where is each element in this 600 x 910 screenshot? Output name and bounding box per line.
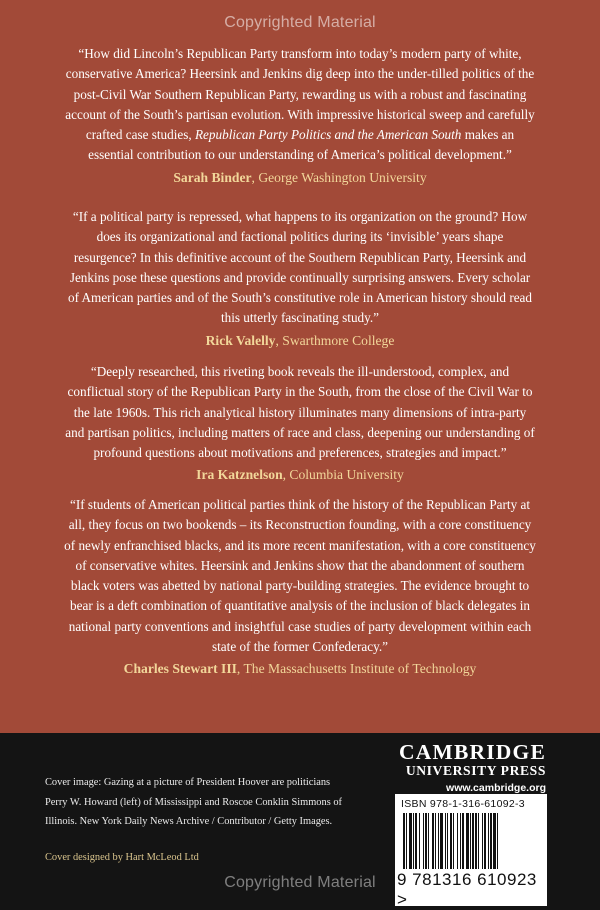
publisher-name: CAMBRIDGE [399, 740, 546, 764]
endorsement-quote: “If students of American political parties think of the history of the Republican Party at all, they focus on two bookends – its Reconstruction founding, with a core constituency of newly enfranchised blacks, and its more recent manifestation, with a core constituency of conservative whites. Heersink and Jenkins show that the abandonment of southern black voters was abetted by national party-building strategies. The evidence brought to bear is a deft combination of quantitative analysis of the inclusion of black delegates in national party conventions and insightful case studies of party development within each state of the former Confederacy.” [64, 497, 536, 655]
endorsement-quote: “If a political party is repressed, what happens to its organization on the ground? How does its organizational and factional politics during its ‘invisible’ years shape resurgence? In this definitive account of the Southern Republican Party, Heersink and Jenkins pose these questions and provide continually surprising answers. Every scholar of American parties and of the South’s constitutive role in American history should read this utterly fascinating study.” [67, 209, 533, 326]
barcode-image [401, 813, 541, 871]
endorser-name: Charles Stewart III [123, 661, 237, 677]
endorser-affiliation: , The Massachusetts Institute of Technology [236, 661, 477, 677]
endorsement-quote: “Deeply researched, this riveting book reveals the ill-understood, complex, and conflictual story of the Republican Party in the South, from the close of the Civil War to the late 1960s. This rich analytical history illuminates many dimensions of intra-party and partisan politics, including matters of race and class, deepening our understanding of profound questions about motivations and preferences, strategies and impact.” [65, 364, 535, 461]
barcode-digits: 9 781316 610923 > [397, 870, 537, 909]
endorsement-2 [64, 207, 536, 351]
cover-image-credit: Cover image: Gazing at a picture of President Hoover are politicians Perry W. Howard (left) of Mississippi and Roscoe Conklin Simmons of Illinois. New York Daily News Archive / Contributor / Getty Images. [45, 777, 342, 828]
publisher-logo [399, 741, 546, 794]
endorser-affiliation: , Columbia University [282, 467, 404, 483]
endorser-name: Rick Valelly [205, 332, 276, 348]
publisher-band [0, 733, 600, 909]
endorser-name: Ira Katznelson [196, 467, 283, 483]
watermark-top: Copyrighted Material [224, 14, 376, 31]
endorsement-1 [64, 44, 536, 188]
book-title: Republican Party Politics and the American South [195, 127, 462, 143]
endorsement-4 [64, 495, 536, 679]
endorsement-attribution [64, 331, 536, 351]
publisher-subtitle: UNIVERSITY PRESS [405, 763, 546, 778]
publisher-url: www.cambridge.org [446, 782, 546, 794]
endorsement-3 [64, 362, 536, 485]
endorser-affiliation: , George Washington University [251, 169, 427, 185]
endorsement-quote: “How did Lincoln’s Republican Party transform into today’s modern party of white, conservative America? Heersink and Jenkins dig deep into the under-tilled politics of the post-Civil War Southern Republican Party, rewarding us with a robust and fascinating account of the South’s partisan evolution. With impressive historical sweep and carefully crafted case studies, Republican Party Politics and the American South makes an essential contribution to our understanding of America’s political development.” [65, 46, 535, 163]
isbn-label: ISBN 978-1-316-61092-3 [401, 798, 525, 810]
watermark-bottom: Copyrighted Material [224, 874, 376, 891]
endorsement-attribution [64, 168, 536, 188]
endorsement-attribution [64, 659, 536, 679]
endorser-name: Sarah Binder [173, 169, 252, 185]
designer-credit: Cover designed by Hart McLeod Ltd [45, 852, 199, 863]
endorsement-attribution [64, 465, 536, 485]
endorser-affiliation: , Swarthmore College [275, 332, 395, 348]
